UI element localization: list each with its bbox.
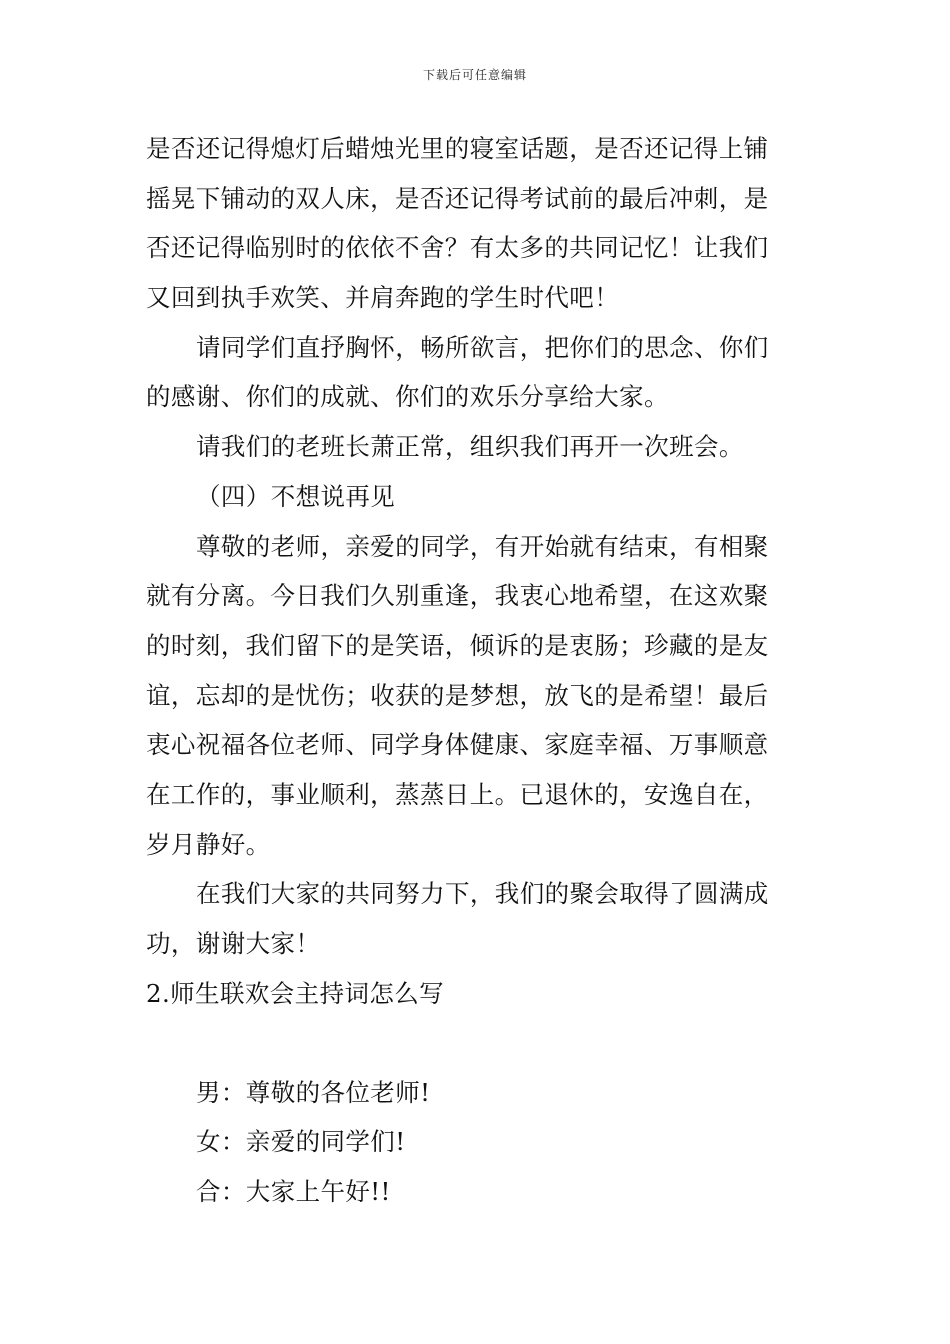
body-line-12: 谊，忘却的是忧伤；收获的是梦想，放飞的是希望！最后	[146, 681, 769, 710]
body-line-5: 请同学们直抒胸怀，畅所欲言，把你们的思念、你们	[196, 333, 769, 362]
body-line-17: 功，谢谢大家！	[146, 929, 321, 958]
body-line-3: 否还记得临别时的依依不舍？有太多的共同记忆！让我们	[146, 233, 769, 262]
body-line-13: 衷心祝福各位老师、同学身体健康、家庭幸福、万事顺意	[146, 730, 769, 759]
body-line-10: 就有分离。今日我们久别重逢，我衷心地希望，在这欢聚	[146, 581, 769, 610]
body-line-11: 的时刻，我们留下的是笑语，倾诉的是衷肠；珍藏的是友	[146, 631, 769, 660]
numbered-heading: 2.师生联欢会主持词怎么写	[146, 979, 445, 1008]
section-heading: （四）不想说再见	[196, 482, 396, 511]
dialogue-line-3: 合：大家上午好!!	[196, 1177, 391, 1206]
dialogue-line-1: 男：尊敬的各位老师!	[196, 1078, 431, 1107]
page-header: 下载后可任意编辑	[422, 68, 527, 82]
body-line-2: 摇晃下铺动的双人床，是否还记得考试前的最后冲刺，是	[146, 184, 769, 213]
body-line-14: 在工作的，事业顺利，蒸蒸日上。已退休的，安逸自在，	[146, 780, 769, 809]
body-line-6: 的感谢、你们的成就、你们的欢乐分享给大家。	[146, 382, 669, 411]
body-line-16: 在我们大家的共同努力下，我们的聚会取得了圆满成	[196, 879, 769, 908]
dialogue-line-2: 女：亲爱的同学们!	[196, 1127, 406, 1156]
body-line-15: 岁月静好。	[146, 830, 271, 859]
body-line-1: 是否还记得熄灯后蜡烛光里的寝室话题，是否还记得上铺	[146, 134, 769, 163]
body-line-9: 尊敬的老师，亲爱的同学，有开始就有结束，有相聚	[196, 532, 769, 561]
body-line-4: 又回到执手欢笑、并肩奔跑的学生时代吧！	[146, 283, 620, 312]
body-line-7: 请我们的老班长萧正常，组织我们再开一次班会。	[196, 432, 744, 461]
